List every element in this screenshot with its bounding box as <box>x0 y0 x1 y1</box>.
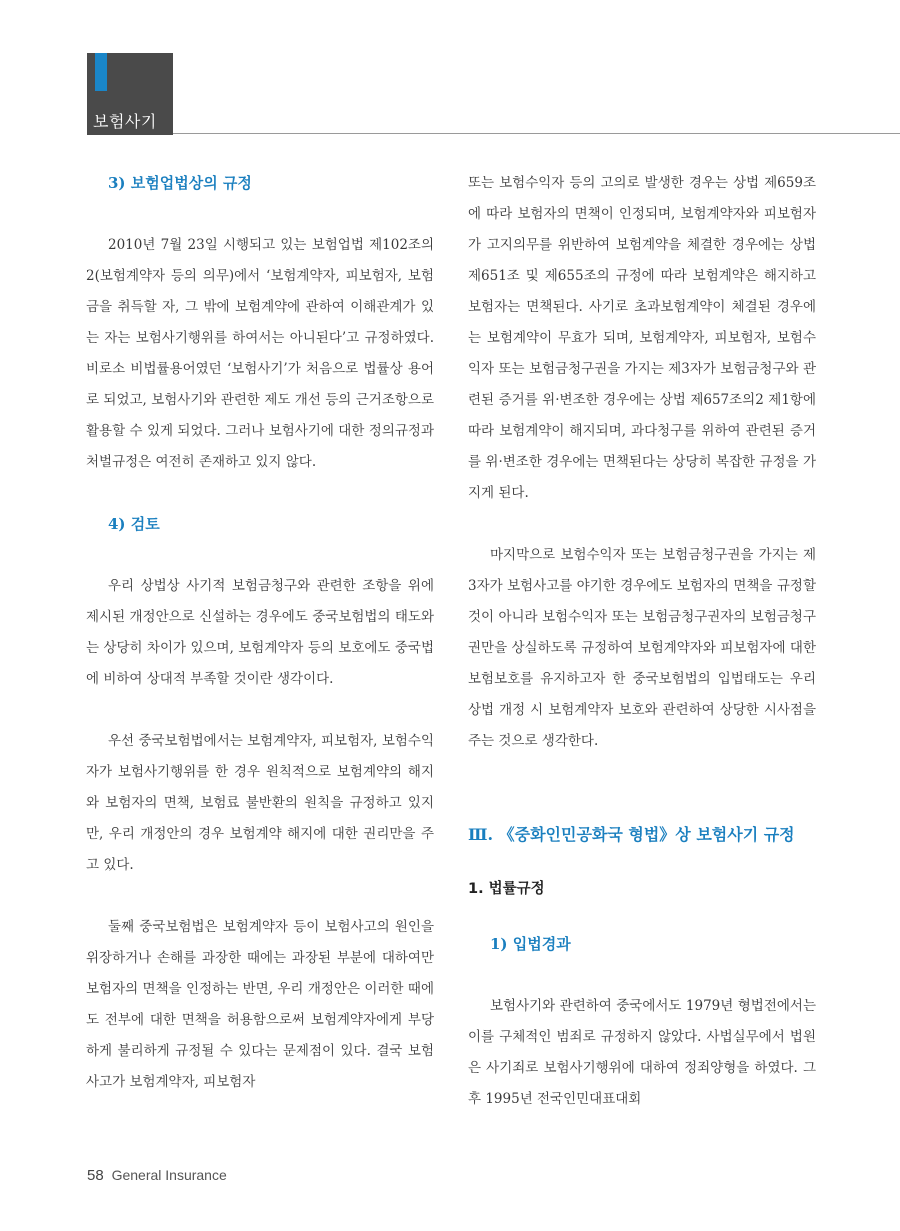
paragraph: 보험사기와 관련하여 중국에서도 1979년 형법전에서는 이를 구체적인 범죄로 규정하지 않았다. 사법실무에서 법원은 사기죄로 보험사기행위에 대하여 정죄양형을 하였다. 그후 1995년 전국인민대표대회 <box>468 998 816 1107</box>
paragraph: 2010년 7월 23일 시행되고 있는 보험업법 제102조의2(보험계약자 등의 의무)에서 ‘보험계약자, 피보험자, 보험금을 취득할 자, 그 밖에 보험계약에 관하여 이해관계가 있는 자는 보험사기행위를 하여서는 아니된다’고 규정하였다. 비로소 비법률용어였던 ‘보험사기’가 처음으로 법률상 용어로 되었고, 보험사기와 관련한 제도 개선 등의 근거조항으로 활용할 수 있게 되었다. 그러나 보험사기에 대한 정의규정과 처벌규정은 여전히 존재하고 있지 않다. <box>86 237 434 470</box>
section-4-title: 4) 검토 <box>108 515 160 533</box>
header-rule <box>173 133 900 134</box>
subsection-title: 1. 법률규정 <box>468 881 545 897</box>
paragraph: 우리 상법상 사기적 보험금청구와 관련한 조항을 위에 제시된 개정안으로 신설하는 경우에도 중국보험법의 태도와는 상당히 차이가 있으며, 보험계약자 등의 보호에도 중국법에 비하여 상대적 부족할 것이란 생각이다. <box>86 578 434 687</box>
page-number: 58 <box>87 1167 104 1184</box>
paragraph: 마지막으로 보험수익자 또는 보험금청구권을 가지는 제3자가 보험사고를 야기한 경우에도 보험자의 면책을 규정할 것이 아니라 보험수익자 또는 보험금청구권자의 보험금청구권만을 상실하도록 규정하여 보험계약자와 피보험자에 대한 보험보호를 유지하고자 한 중국보험법의 입법태도는 우리 상법 개정 시 보험계약자 보호와 관련하여 상당한 시사점을 주는 것으로 생각한다. <box>468 547 816 749</box>
chapter-title: Ⅲ. 《중화인민공화국 형법》상 보험사기 규정 <box>468 825 795 844</box>
left-column <box>86 168 434 1098</box>
section-3-title: 3) 보험업법상의 규정 <box>108 174 252 192</box>
paragraph: 우선 중국보험법에서는 보험계약자, 피보험자, 보험수익자가 보험사기행위를 한 경우 원칙적으로 보험계약의 해지와 보험자의 면책, 보험료 불반환의 원칙을 규정하고 있지만, 우리 개정안의 경우 보험계약 해지에 대한 권리만을 주고 있다. <box>86 733 434 873</box>
paragraph: 또는 보험수익자 등의 고의로 발생한 경우는 상법 제659조에 따라 보험자의 면책이 인정되며, 보험계약자와 피보험자가 고지의무를 위반하여 보험계약을 체결한 경우에는 상법 제651조 및 제655조의 규정에 따라 보험계약은 해지하고 보험자는 면책된다. 사기로 초과보험계약이 체결된 경우에는 보험계약이 무효가 되며, 보험계약자, 피보험자, 보험수익자 또는 보험금청구권을 가지는 제3자가 보험금청구와 관련된 증거를 위·변조한 경우에는 상법 제657조의2 제1항에 따라 보험계약이 해지되며, 과다청구를 위하여 관련된 증거를 위·변조한 경우에는 면책된다는 상당히 복잡한 규정을 가지게 된다. <box>468 175 816 501</box>
right-column <box>468 168 816 1115</box>
accent-bar <box>95 53 107 91</box>
section-header-box <box>87 53 173 135</box>
subsubsection-title: 1) 입법경과 <box>490 935 571 953</box>
section-header-title: 보험사기 <box>93 112 157 131</box>
paragraph: 둘째 중국보험법은 보험계약자 등이 보험사고의 원인을 위장하거나 손해를 과장한 때에는 과장된 부분에 대하여만 보험자의 면책을 인정하는 반면, 우리 개정안은 이러한 때에도 전부에 대한 면책을 허용함으로써 보험계약자에게 부당하게 불리하게 규정될 수 있다는 문제점이 있다. 결국 보험사고가 보험계약자, 피보험자 <box>86 919 434 1090</box>
page-footer <box>87 1167 227 1184</box>
publication-name: General Insurance <box>111 1167 227 1183</box>
